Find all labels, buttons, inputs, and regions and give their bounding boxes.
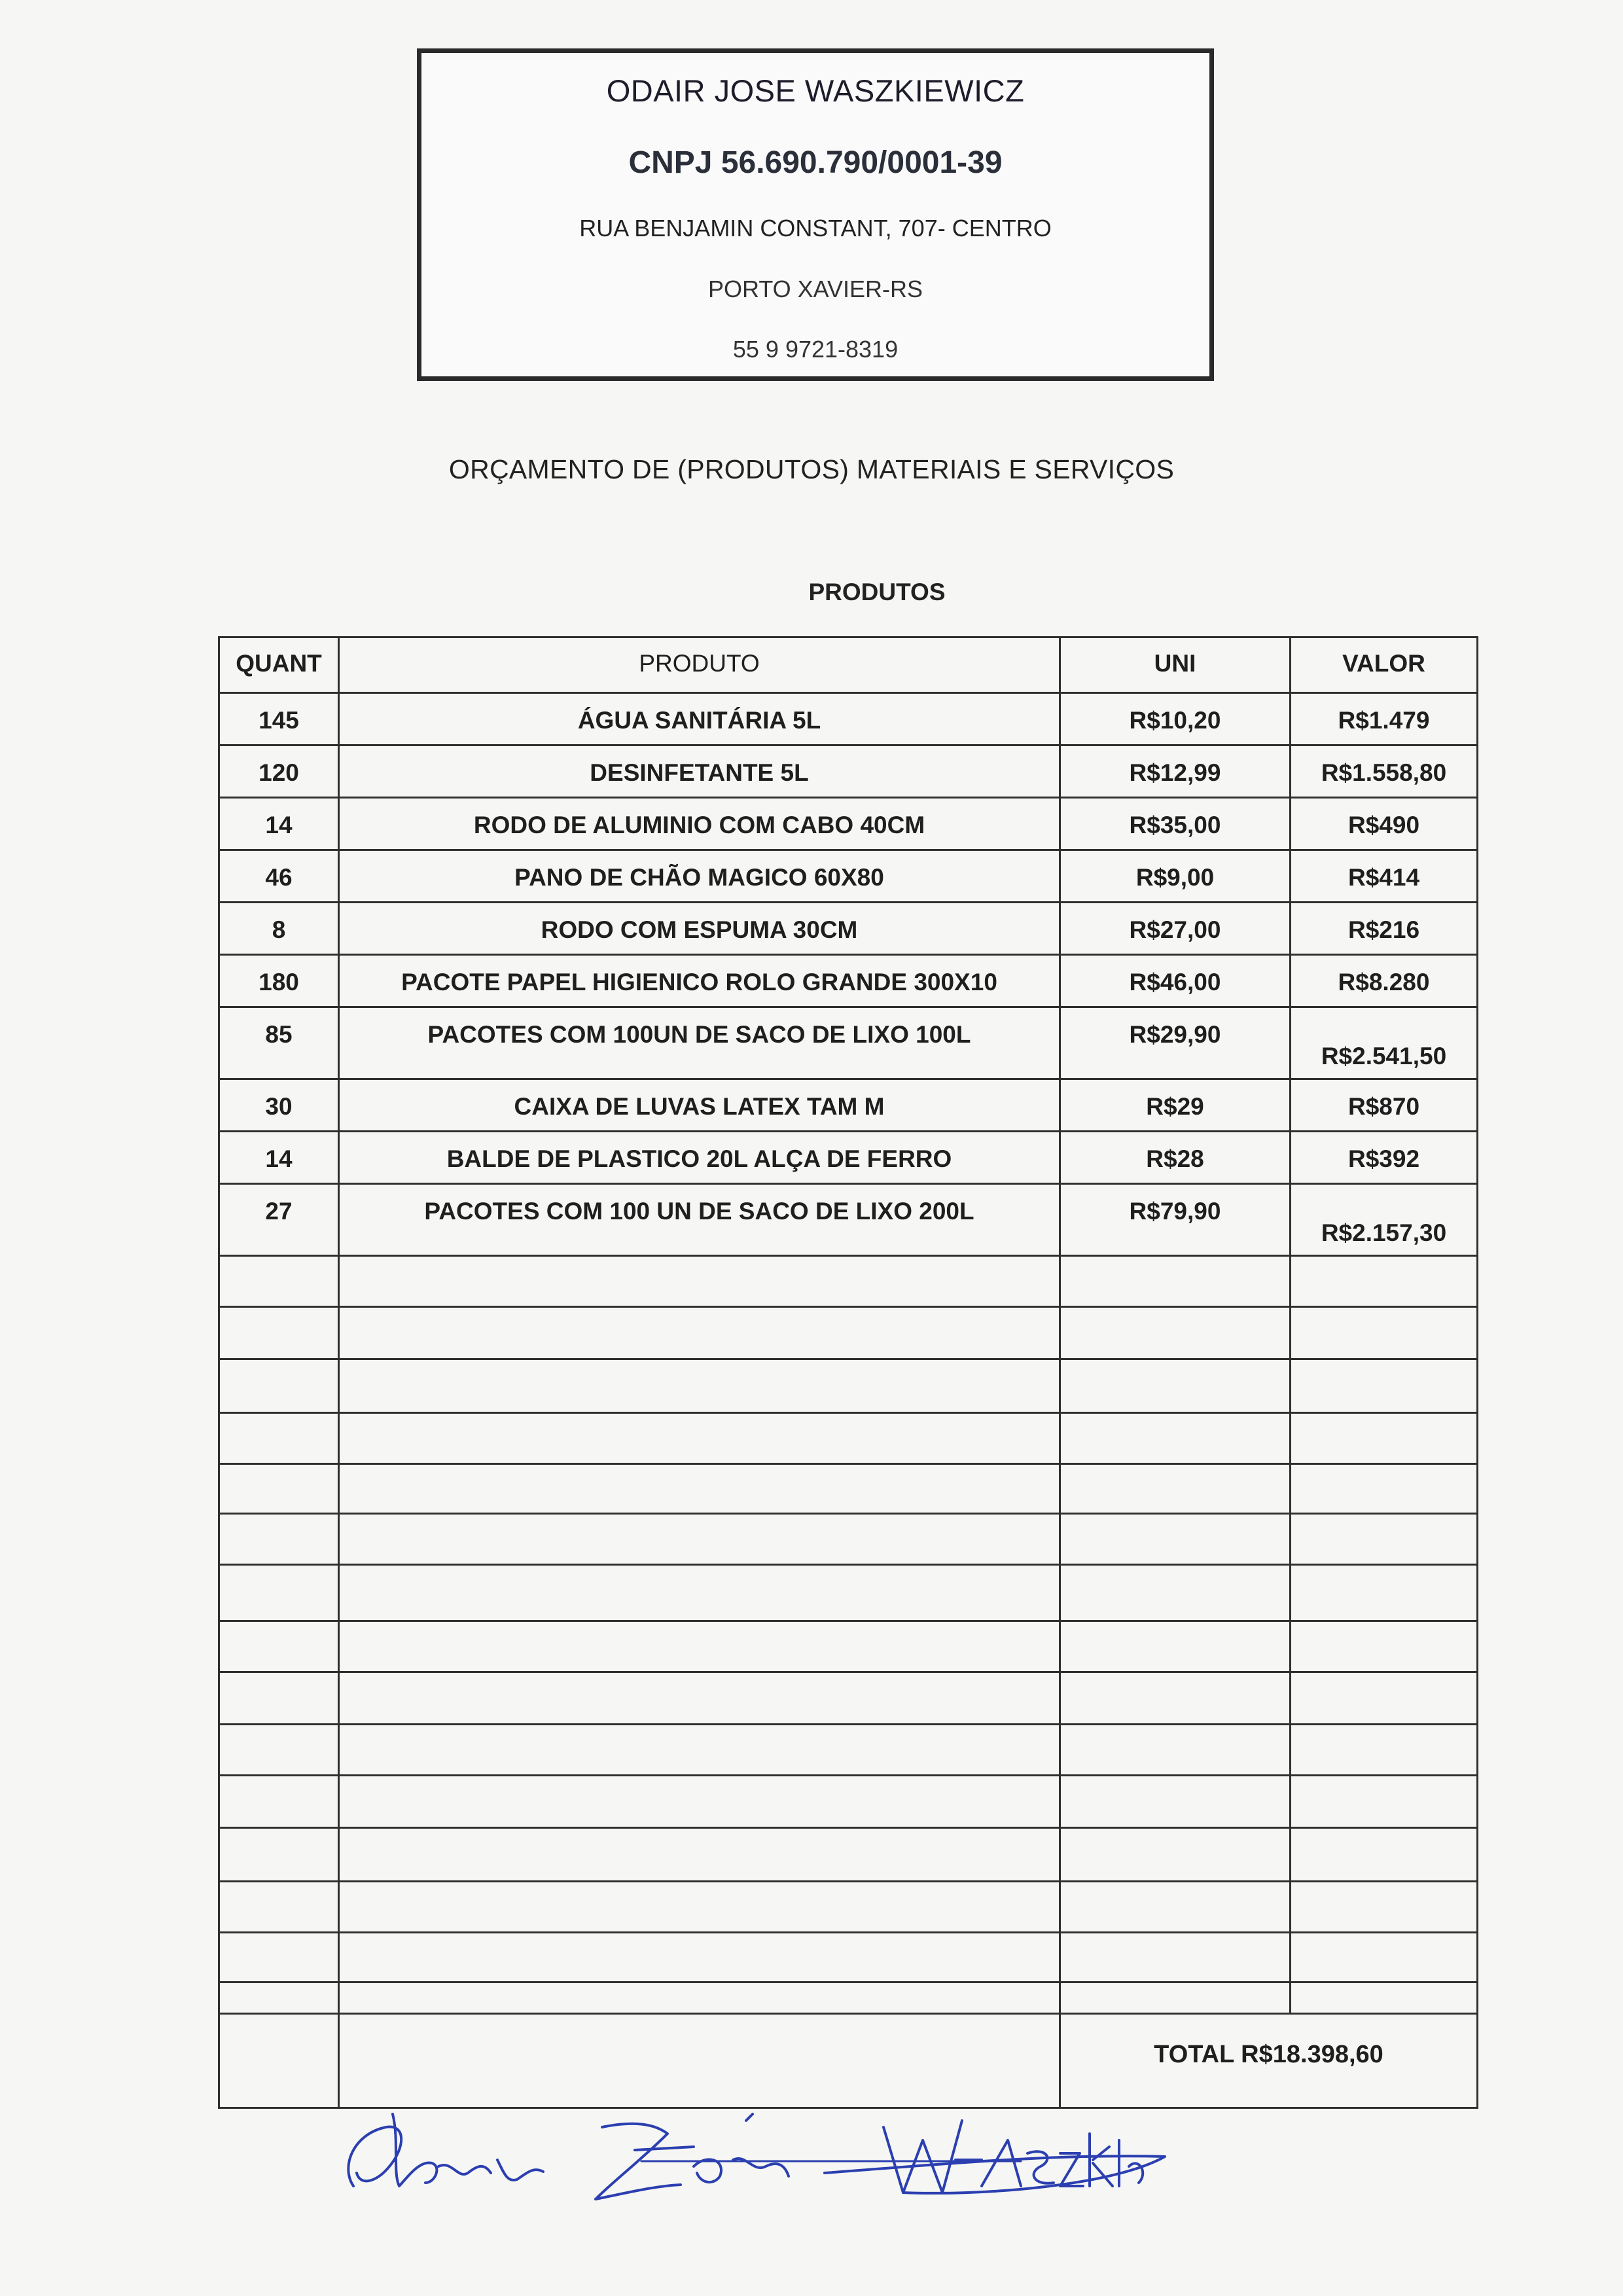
empty-cell (1059, 1515, 1289, 1564)
table-row (220, 901, 1476, 954)
row-quantity: 85 (265, 1021, 293, 1048)
row-unit-price: R$29,90 (1059, 1008, 1289, 1078)
company-city: PORTO XAVIER-RS (707, 276, 923, 302)
empty-cell (220, 1983, 338, 2013)
empty-cell (220, 1308, 338, 1358)
empty-cell (1059, 1882, 1289, 1931)
empty-cell (220, 1725, 338, 1774)
empty-cell (338, 1308, 1059, 1358)
row-value: R$8.280 (1289, 956, 1476, 1006)
empty-table-row (220, 1774, 1476, 1827)
empty-cell (220, 1515, 338, 1564)
empty-table-row (220, 1723, 1476, 1774)
row-quantity: 120 (259, 759, 299, 786)
row-product: RODO DE ALUMINIO COM CABO 40CM (338, 798, 1059, 849)
row-product: PACOTES COM 100 UN DE SACO DE LIXO 200L (338, 1185, 1059, 1255)
empty-cell (1289, 1725, 1476, 1774)
empty-cell (220, 1622, 338, 1671)
company-address: RUA BENJAMIN CONSTANT, 707- CENTRO (579, 215, 1052, 242)
company-name: ODAIR JOSE WASZKIEWICZ (606, 73, 1025, 108)
company-cnpj: CNPJ 56.690.790/0001-39 (628, 145, 1003, 180)
row-value: R$490 (1289, 798, 1476, 849)
empty-cell (1289, 1566, 1476, 1620)
empty-cell (1059, 1776, 1289, 1827)
empty-cell (338, 1257, 1059, 1306)
empty-cell (220, 1829, 338, 1880)
empty-table-row (220, 1671, 1476, 1723)
empty-cell (1059, 1414, 1289, 1463)
table-row (220, 1130, 1476, 1183)
row-unit-price: R$79,90 (1059, 1185, 1289, 1255)
row-value: R$414 (1289, 851, 1476, 901)
row-quantity: 46 (265, 864, 293, 891)
products-table (218, 636, 1478, 2109)
empty-cell (1059, 1983, 1289, 2013)
empty-cell (1059, 1566, 1289, 1620)
empty-cell (220, 1257, 338, 1306)
row-unit-price: R$10,20 (1059, 694, 1289, 744)
empty-cell (220, 1882, 338, 1931)
row-product: PACOTES COM 100UN DE SACO DE LIXO 100L (338, 1008, 1059, 1078)
empty-cell (338, 1360, 1059, 1412)
empty-cell (1289, 1257, 1476, 1306)
empty-cell (1289, 1465, 1476, 1513)
section-title (0, 579, 1623, 606)
row-value: R$870 (1289, 1080, 1476, 1130)
empty-cell (338, 1566, 1059, 1620)
empty-cell (1289, 1673, 1476, 1723)
empty-table-row (220, 1358, 1476, 1412)
row-product: PANO DE CHÃO MAGICO 60X80 (338, 851, 1059, 901)
empty-cell (1059, 1465, 1289, 1513)
empty-cell (1059, 1308, 1289, 1358)
empty-table-row (220, 1463, 1476, 1513)
table-row (220, 797, 1476, 849)
row-product: RODO COM ESPUMA 30CM (338, 903, 1059, 954)
empty-cell (338, 1414, 1059, 1463)
row-unit-price: R$46,00 (1059, 956, 1289, 1006)
table-row (220, 1006, 1476, 1078)
empty-cell (220, 1465, 338, 1513)
empty-table-row (220, 1981, 1476, 2013)
empty-cell (1289, 1308, 1476, 1358)
empty-cell (1289, 1515, 1476, 1564)
row-quantity: 8 (272, 916, 286, 943)
column-header-quant: QUANT (236, 650, 322, 677)
empty-table-row (220, 1306, 1476, 1358)
column-header-produto: PRODUTO (338, 638, 1059, 692)
row-quantity: 30 (265, 1093, 293, 1120)
row-product: PACOTE PAPEL HIGIENICO ROLO GRANDE 300X10 (338, 956, 1059, 1006)
empty-cell (1289, 1776, 1476, 1827)
empty-cell (220, 1776, 338, 1827)
empty-cell (1289, 1360, 1476, 1412)
row-value: R$392 (1289, 1132, 1476, 1183)
empty-cell (1059, 1257, 1289, 1306)
empty-table-row (220, 1931, 1476, 1981)
row-unit-price: R$9,00 (1059, 851, 1289, 901)
empty-cell (338, 1622, 1059, 1671)
document-title: ORÇAMENTO DE (PRODUTOS) MATERIAIS E SERVIÇOS (448, 454, 1175, 484)
empty-table-row (220, 1412, 1476, 1463)
empty-cell (1289, 1622, 1476, 1671)
empty-table-row (220, 1255, 1476, 1306)
total-amount: TOTAL R$18.398,60 (1059, 2015, 1476, 2107)
row-quantity: 14 (265, 1145, 293, 1172)
empty-table-row (220, 1880, 1476, 1931)
row-value: R$1.479 (1289, 694, 1476, 744)
row-unit-price: R$28 (1059, 1132, 1289, 1183)
empty-table-row (220, 1620, 1476, 1671)
empty-cell (220, 1933, 338, 1981)
row-unit-price: R$35,00 (1059, 798, 1289, 849)
row-unit-price: R$12,99 (1059, 746, 1289, 797)
table-row (220, 1078, 1476, 1130)
empty-cell (1289, 1983, 1476, 2013)
column-header-uni: UNI (1059, 638, 1289, 692)
empty-cell (220, 1360, 338, 1412)
empty-table-row (220, 1564, 1476, 1620)
section-title-text: PRODUTOS (808, 579, 946, 605)
row-unit-price: R$27,00 (1059, 903, 1289, 954)
empty-cell (220, 1673, 338, 1723)
table-row (220, 692, 1476, 744)
empty-cell (220, 1414, 338, 1463)
empty-cell (338, 1465, 1059, 1513)
row-quantity: 27 (265, 1198, 293, 1225)
empty-cell (1059, 1622, 1289, 1671)
row-value: R$2.541,50 (1289, 1008, 1476, 1078)
row-quantity: 145 (259, 707, 299, 734)
row-value: R$1.558,80 (1289, 746, 1476, 797)
table-row (220, 744, 1476, 797)
row-value: R$2.157,30 (1289, 1185, 1476, 1255)
empty-cell (1059, 1933, 1289, 1981)
table-row (220, 954, 1476, 1006)
handwritten-signature (327, 2088, 1178, 2212)
empty-cell (220, 1566, 338, 1620)
empty-cell (338, 1515, 1059, 1564)
row-product: ÁGUA SANITÁRIA 5L (338, 694, 1059, 744)
row-unit-price: R$29 (1059, 1080, 1289, 1130)
row-product: BALDE DE PLASTICO 20L ALÇA DE FERRO (338, 1132, 1059, 1183)
table-header-row (220, 638, 1476, 692)
empty-table-row (220, 1827, 1476, 1880)
empty-cell (338, 1882, 1059, 1931)
table-row (220, 1183, 1476, 1255)
empty-cell (1289, 1829, 1476, 1880)
empty-cell (220, 2015, 338, 2107)
empty-cell (338, 1983, 1059, 2013)
empty-cell (1059, 1360, 1289, 1412)
empty-cell (338, 1776, 1059, 1827)
empty-cell (338, 1933, 1059, 1981)
empty-table-row (220, 1513, 1476, 1564)
empty-cell (338, 1673, 1059, 1723)
company-phone: 55 9 9721-8319 (732, 336, 899, 363)
row-value: R$216 (1289, 903, 1476, 954)
empty-cell (1289, 1933, 1476, 1981)
table-row (220, 849, 1476, 901)
empty-cell (1289, 1414, 1476, 1463)
empty-cell (1289, 1882, 1476, 1931)
empty-cell (1059, 1725, 1289, 1774)
row-product: DESINFETANTE 5L (338, 746, 1059, 797)
column-header-valor: VALOR (1289, 638, 1476, 692)
empty-cell (1059, 1673, 1289, 1723)
empty-cell (1059, 1829, 1289, 1880)
empty-cell (338, 1725, 1059, 1774)
empty-cell (338, 1829, 1059, 1880)
row-product: CAIXA DE LUVAS LATEX TAM M (338, 1080, 1059, 1130)
row-quantity: 14 (265, 812, 293, 838)
row-quantity: 180 (259, 969, 299, 996)
company-header (417, 48, 1214, 381)
